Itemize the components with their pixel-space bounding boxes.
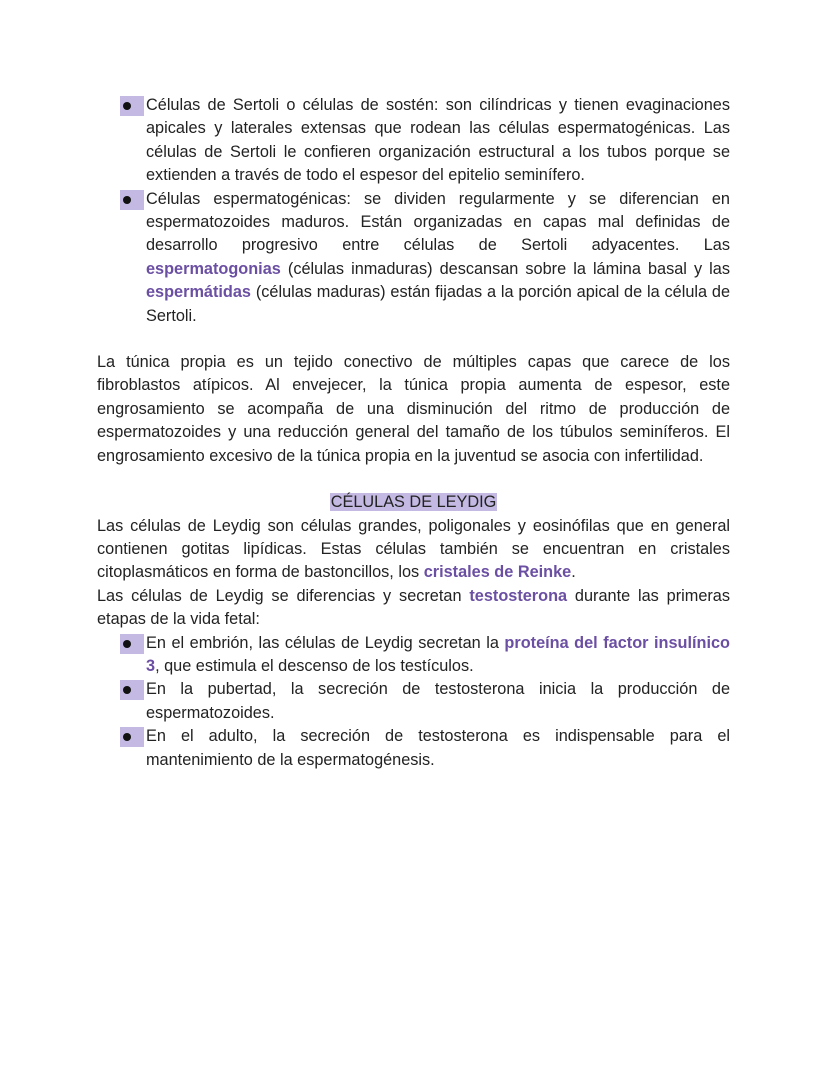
- list-item-spermatogenic-cells: [146, 188, 730, 328]
- bullet-icon: [120, 96, 144, 116]
- leydig-bullet-list: [97, 632, 730, 772]
- list-item-text: (células maduras) están fijadas a la porción apical de la célula de Sertoli.: [146, 283, 730, 325]
- list-item-text: Células de Sertoli o células de sostén: son cilíndricas y tienen evaginaciones apicales y laterales extensas que rodean las células espermatogénicas. Las células de Sertoli le confieren organización estructural a los tubos porque se extienden a través de todo el espesor del epitelio seminífero.: [146, 96, 730, 185]
- paragraph-text: Las células de Leydig se diferencias y secretan: [97, 586, 470, 605]
- paragraph-text: .: [571, 563, 576, 582]
- list-item-text: Células espermatogénicas: se dividen regularmente y se diferencian en espermatozoides maduros. Están organizadas en capas mal definidas de desarrollo progresivo entre células de Sertoli adyacentes. Las: [146, 189, 730, 255]
- keyword-testosterona: testosterona: [469, 586, 568, 605]
- keyword-proteina-factor-insulinico: proteína del factor insulínico 3: [146, 633, 730, 675]
- paragraph-text: Las células de Leydig son células grandes, poligonales y eosinófilas que en general contienen gotitas lipídicas. Estas células también se encuentran en cristales citoplasmáticos en forma de bastoncillos, los: [97, 516, 730, 582]
- keyword-espermatogonias: espermatogonias: [146, 259, 281, 278]
- document-content: [97, 94, 730, 772]
- list-item-puberty: [146, 678, 730, 725]
- list-item-adult: [146, 725, 730, 772]
- section-heading: [97, 491, 730, 514]
- list-item-text: En la pubertad, la secreción de testosterona inicia la producción de espermatozoides.: [146, 680, 730, 722]
- leydig-paragraph-1: [97, 515, 730, 585]
- bullet-icon: [120, 190, 144, 210]
- section-heading-text: CÉLULAS DE LEYDIG: [330, 493, 497, 512]
- sertoli-bullet-list: [97, 94, 730, 328]
- keyword-cristales-de-reinke: cristales de Reinke: [423, 563, 572, 582]
- list-item-embryo: [146, 632, 730, 679]
- bullet-icon: [120, 680, 144, 700]
- bullet-icon: [120, 727, 144, 747]
- paragraph-text: durante las primeras etapas de la vida fetal:: [97, 586, 730, 629]
- leydig-paragraph-2: [97, 585, 730, 632]
- bullet-icon: [120, 634, 144, 654]
- list-item-text: , que estimula el descenso de los testículos.: [155, 656, 474, 675]
- list-item-text: En el embrión, las células de Leydig secretan la: [146, 633, 505, 652]
- list-item-text: En el adulto, la secreción de testosterona es indispensable para el mantenimiento de la espermatogénesis.: [146, 727, 730, 769]
- tunica-paragraph: La túnica propia es un tejido conectivo de múltiples capas que carece de los fibroblastos atípicos. Al envejecer, la túnica propia aumenta de espesor, este engrosamiento se acompaña de una disminución del ritmo de producción de espermatozoides y una reducción general del tamaño de los túbulos seminíferos. El engrosamiento excesivo de la túnica propia en la juventud se asocia con infertilidad.: [97, 353, 730, 465]
- list-item-text: (células inmaduras) descansan sobre la lámina basal y las: [280, 259, 730, 278]
- spacer: [97, 328, 730, 351]
- keyword-espermatidas: espermátidas: [146, 283, 251, 302]
- spacer: [97, 468, 730, 491]
- list-item-sertoli-cells: [146, 94, 730, 188]
